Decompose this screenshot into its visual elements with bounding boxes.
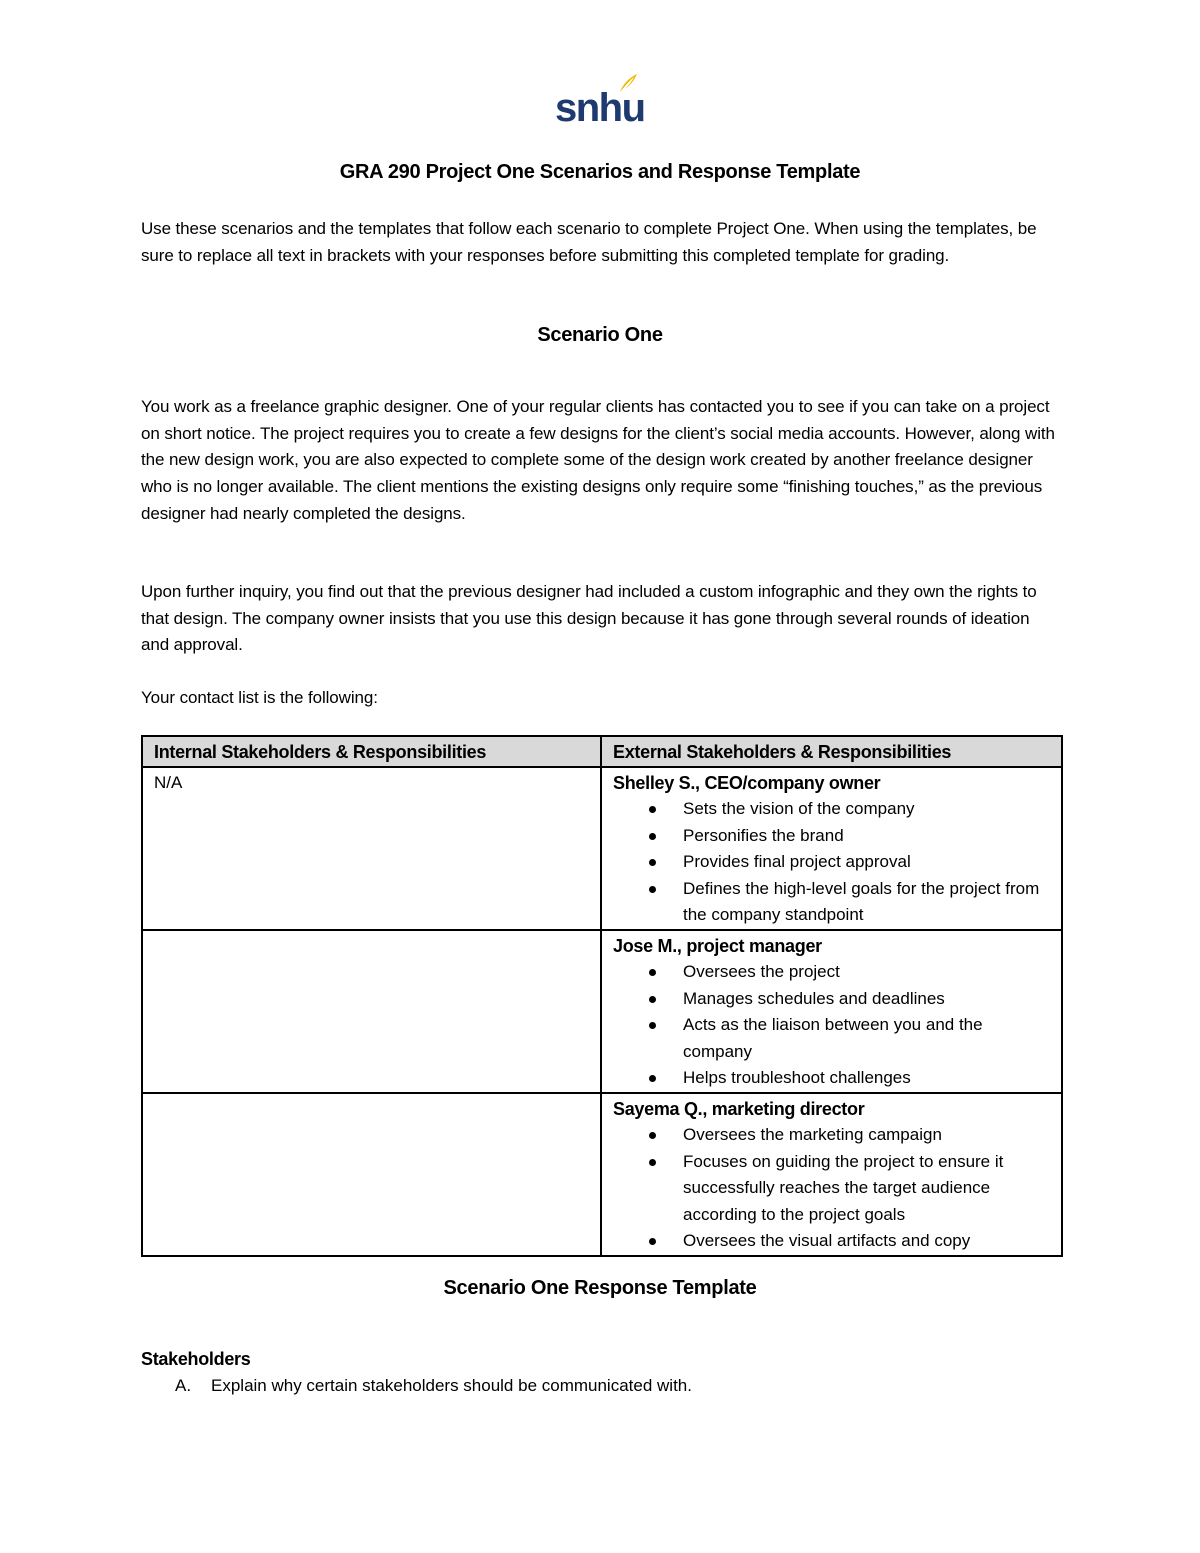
responsibility-list	[613, 796, 1050, 929]
external-cell	[601, 767, 1062, 930]
table-row	[142, 767, 1062, 930]
scenario-paragraph-1: You work as a freelance graphic designer. One of your regular clients has contacted you to see if you can take on a project on short notice. The project requires you to create a few designs for the client’s social media accounts. However, along with the new design work, you are also expected to complete some of the design work created by another freelance designer who is no longer available. The client mentions the existing designs only require some “finishing touches,” as the previous designer had nearly completed the designs.	[141, 397, 1055, 523]
table-row	[142, 1093, 1062, 1256]
internal-cell: N/A	[142, 767, 601, 930]
internal-cell	[142, 930, 601, 1093]
table-row	[142, 930, 1062, 1093]
list-marker: A.	[175, 1376, 192, 1395]
list-item: Personifies the brand	[613, 823, 1050, 850]
stakeholders-heading: Stakeholders	[141, 1349, 251, 1369]
list-item: Oversees the visual artifacts and copy	[613, 1228, 1050, 1255]
responsibility-list	[613, 959, 1050, 1092]
internal-cell	[142, 1093, 601, 1256]
document-title: GRA 290 Project One Scenarios and Response Template	[339, 161, 861, 183]
responsibility-list	[613, 1122, 1050, 1255]
list-item: Provides final project approval	[613, 849, 1050, 876]
scenario-paragraph-2: Upon further inquiry, you find out that the previous designer had included a custom infographic and they own the rights to that design. The company owner insists that you use this design because it has gone through several rounds of ideation and approval.	[141, 582, 1037, 655]
contact-name: Shelley S., CEO/company owner	[613, 772, 881, 793]
scenario-heading: Scenario One	[537, 324, 663, 346]
contact-name: Sayema Q., marketing director	[613, 1098, 865, 1119]
list-item: Helps troubleshoot challenges	[613, 1065, 1050, 1092]
list-item: Sets the vision of the company	[613, 796, 1050, 823]
stakeholders-item	[141, 1373, 1061, 1399]
list-item: Focuses on guiding the project to ensure it successfully reaches the target audience according to the project goals	[613, 1149, 1050, 1229]
external-stakeholders-header: External Stakeholders & Responsibilities	[601, 736, 1062, 767]
intro-paragraph: Use these scenarios and the templates that follow each scenario to complete Project One. When using the templates, be sure to replace all text in brackets with your responses before submitting this completed template for grading.	[141, 219, 1037, 265]
list-item: Oversees the project	[613, 959, 1050, 986]
external-cell	[601, 1093, 1062, 1256]
response-template-heading: Scenario One Response Template	[443, 1277, 757, 1299]
logo-wordmark: snhu	[555, 86, 645, 130]
snhu-logo	[555, 72, 645, 134]
list-item: Oversees the marketing campaign	[613, 1122, 1050, 1149]
table-header-row	[142, 736, 1062, 767]
contact-name: Jose M., project manager	[613, 935, 822, 956]
contact-list-intro: Your contact list is the following:	[141, 688, 378, 707]
internal-stakeholders-header: Internal Stakeholders & Responsibilities	[142, 736, 601, 767]
list-item: Defines the high-level goals for the project from the company standpoint	[613, 876, 1050, 929]
list-item: Manages schedules and deadlines	[613, 986, 1050, 1013]
external-cell	[601, 930, 1062, 1093]
stakeholders-item-text: Explain why certain stakeholders should be communicated with.	[211, 1376, 692, 1395]
list-item: Acts as the liaison between you and the company	[613, 1012, 1050, 1065]
stakeholder-table	[141, 735, 1063, 1257]
